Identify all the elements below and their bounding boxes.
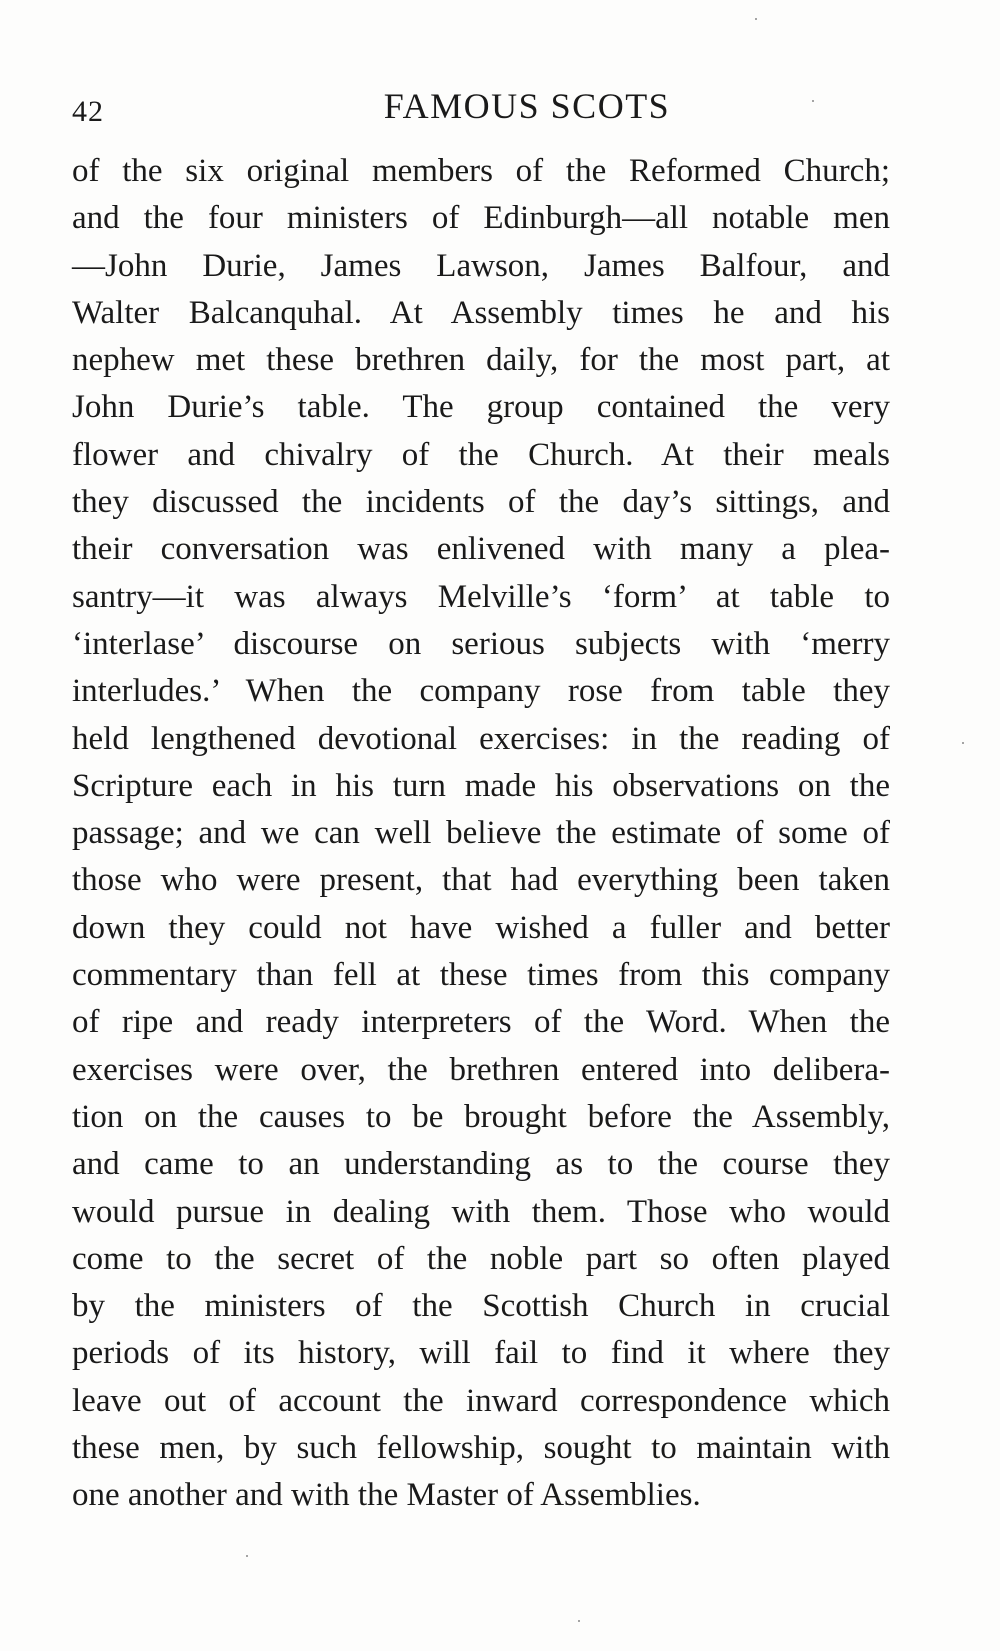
text-line: held lengthened devotional exercises: in the reading of — [72, 720, 890, 757]
text-line: of the six original members of the Reformed Church; — [72, 153, 890, 189]
text-line: and the four ministers of Edinburgh—all notable men — [72, 200, 890, 237]
text-line: passage; and we can well believe the estimate of some of — [72, 815, 890, 852]
text-line: nephew met these brethren daily, for the most part, at — [72, 342, 890, 379]
text-line: leave out of account the inward correspondence which — [72, 1382, 890, 1419]
text-line: come to the secret of the noble part so often played — [72, 1240, 890, 1277]
text-line: tion on the causes to be brought before the Assembly, — [72, 1098, 890, 1135]
text-line: santry—it was always Melville’s ‘form’ at table to — [72, 578, 890, 615]
text-line: exercises were over, the brethren entered into delibera- — [72, 1051, 890, 1088]
text-line: they discussed the incidents of the day’s sittings, and — [72, 484, 890, 521]
scan-speck — [246, 1555, 248, 1557]
text-line: their conversation was enlivened with many a plea- — [72, 531, 890, 568]
text-line: Scripture each in his turn made his observations on the — [72, 767, 890, 804]
scan-speck — [812, 100, 814, 102]
text-line: would pursue in dealing with them. Those who would — [72, 1193, 890, 1230]
text-line: of ripe and ready interpreters of the Word. When the — [72, 1004, 890, 1041]
scan-speck — [578, 1620, 580, 1622]
scan-speck — [962, 742, 964, 744]
running-title: FAMOUS SCOTS — [383, 86, 671, 126]
text-line: flower and chivalry of the Church. At their meals — [72, 436, 890, 473]
text-line: John Durie’s table. The group contained the very — [72, 389, 890, 426]
page-number: 42 — [72, 95, 104, 128]
running-head — [72, 84, 942, 134]
text-line: and came to an understanding as to the course they — [72, 1146, 890, 1183]
body-paragraph — [72, 148, 890, 1520]
text-line: Walter Balcanquhal. At Assembly times he and his — [72, 294, 890, 331]
text-line: periods of its history, will fail to find it where they — [72, 1335, 890, 1372]
text-line: —John Durie, James Lawson, James Balfour, and — [72, 247, 890, 284]
text-line: one another and with the Master of Assemblies. — [72, 1477, 701, 1514]
text-line: commentary than fell at these times from this company — [72, 957, 890, 994]
scan-speck — [755, 18, 757, 20]
text-line: these men, by such fellowship, sought to maintain with — [72, 1430, 890, 1467]
text-line: down they could not have wished a fuller and better — [72, 909, 890, 946]
text-line: those who were present, that had everything been taken — [72, 862, 890, 899]
text-line: interludes.’ When the company rose from table they — [72, 673, 890, 710]
text-line: ‘interlase’ discourse on serious subjects with ‘merry — [72, 625, 890, 662]
text-line: by the ministers of the Scottish Church in crucial — [72, 1288, 890, 1325]
